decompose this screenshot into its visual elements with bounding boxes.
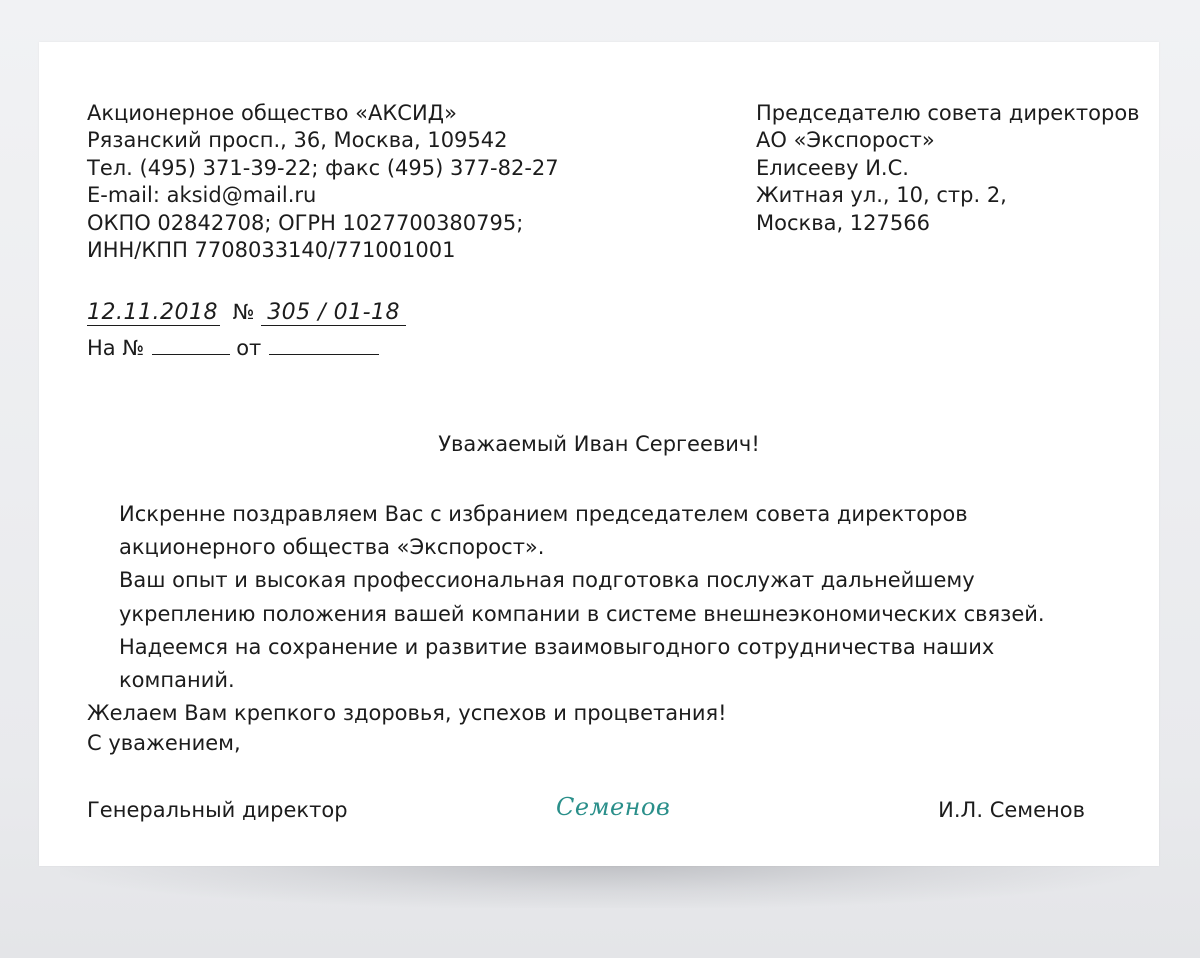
sender-requisites	[87, 100, 559, 264]
signatory-position: Генеральный директор	[87, 798, 348, 822]
salutation: Уважаемый Иван Сергеевич!	[438, 432, 760, 456]
signatory-name: И.Л. Семенов	[938, 798, 1085, 822]
sender-address: Рязанский просп., 36, Москва, 109542	[87, 128, 508, 153]
reference-prefix: На №	[87, 336, 145, 360]
reference-from: от	[236, 336, 262, 360]
recipient-company: АО «Экспорост»	[756, 128, 935, 153]
registration-line	[87, 298, 406, 326]
recipient-street: Житная ул., 10, стр. 2,	[756, 183, 1007, 208]
registration-number: 305 / 01-18	[261, 301, 406, 326]
body-paragraph-cooperation: Надеемся на сохранение и развитие взаимовыгодного сотрудничества наших компаний.	[119, 634, 995, 693]
recipient-name: Елисееву И.С.	[756, 155, 909, 180]
recipient-city: Москва, 127566	[756, 210, 930, 235]
letter-sheet	[39, 42, 1159, 866]
sheet-shadow	[60, 862, 1140, 908]
recipient-block	[756, 100, 1140, 237]
sender-company-name: Акционерное общество «АКСИД»	[87, 101, 457, 125]
sender-okpo-ogrn: ОКПО 02842708; ОГРН 1027700380795;	[87, 210, 524, 235]
reference-line	[87, 334, 379, 362]
number-sign: №	[232, 300, 255, 324]
reference-date-blank	[269, 334, 379, 355]
letter-body	[87, 498, 1107, 730]
body-paragraph-experience: Ваш опыт и высокая профессиональная подготовка послужат дальнейшему укреплению положения вашей компании в системе внешнеэкономических связей.	[119, 568, 1045, 626]
sender-phone-fax: Тел. (495) 371-39-22; факс (495) 377-82-27	[87, 155, 559, 180]
closing-phrase: С уважением,	[87, 731, 241, 755]
handwritten-signature: Семенов	[556, 793, 671, 821]
body-paragraph-wishes: Желаем Вам крепкого здоровья, успехов и процветания!	[87, 701, 727, 726]
reference-number-blank	[152, 334, 230, 355]
recipient-position: Председателю совета директоров	[756, 101, 1140, 125]
sender-email: E-mail: aksid@mail.ru	[87, 183, 317, 208]
body-paragraph-congratulation: Искренне поздравляем Вас с избранием председателем совета директоров акционерного общества «Экспорост».	[119, 502, 968, 560]
sender-inn-kpp: ИНН/КПП 7708033140/771001001	[87, 238, 456, 263]
registration-date: 12.11.2018	[87, 300, 218, 325]
